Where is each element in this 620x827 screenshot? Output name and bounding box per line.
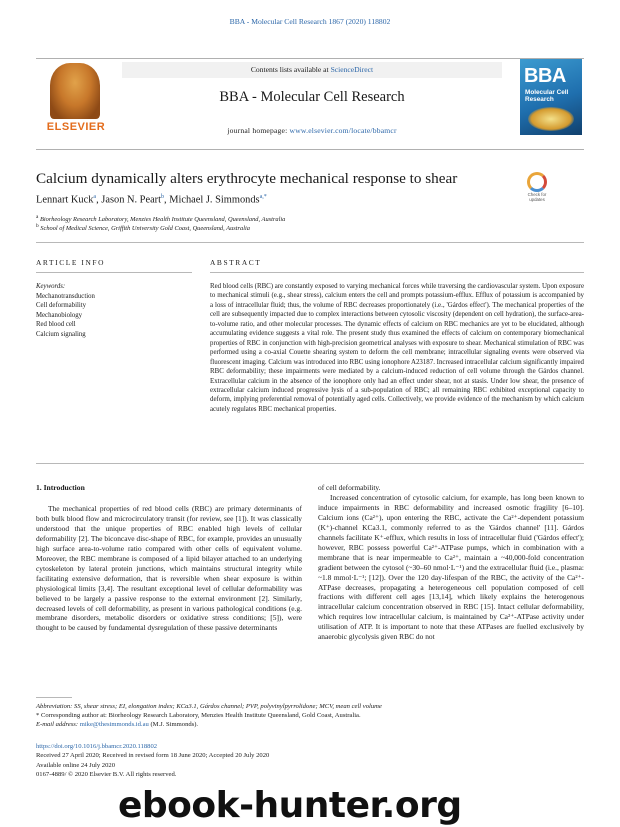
divider (36, 242, 584, 243)
author-affil-mark[interactable]: a,* (259, 194, 267, 200)
body-column-right (318, 483, 584, 642)
author-affil-mark[interactable]: a (93, 194, 97, 200)
cover-subtitle: Molecular Cell Research (525, 89, 569, 103)
affiliation-mark: b (36, 223, 39, 229)
abbreviation-note: Abbreviation: SS, shear stress; EI, elongation index; KCa3.1, Gárdos channel; PVP, polyvinylpyrrolidone; MCV, mean cell volume (36, 703, 382, 710)
abstract-heading: ABSTRACT (210, 258, 262, 267)
divider (210, 272, 584, 273)
author-affil-mark[interactable]: b (161, 194, 165, 200)
watermark-overlay: ebook-hunter.org (118, 785, 462, 826)
doi-link[interactable]: https://doi.org/10.1016/j.bbamcr.2020.118802 (36, 743, 158, 750)
section-heading-introduction: 1. Introduction (36, 483, 85, 492)
journal-citation[interactable]: BBA - Molecular Cell Research 1867 (2020) 118802 (229, 17, 391, 26)
email-label: E-mail address: (36, 721, 80, 728)
keyword: Red blood cell (36, 321, 76, 328)
check-updates-icon (527, 172, 547, 192)
elsevier-wordmark: ELSEVIER (46, 121, 106, 133)
journal-homepage (122, 126, 502, 135)
affiliation-text: School of Medical Science, Griffith University Gold Coast, Queensland, Australia (40, 225, 250, 233)
cover-title: BBA (524, 65, 566, 87)
body-paragraph: The mechanical properties of red blood cells (RBC) are primary determinants of both bulk blood flow and microcirculatory transit (for review, see [1]). It was classically understood that the unique properties of RBC enabled high levels of cellular deformability [2]. The biconcave disc-shape of RBC, for example, provides an unusually high surface area-to-volume ratio compared with other cells of equivalent volume. Moreover, the RBC membrane is composed of a lipid bilayer attached to an underlying cytoskeleton by lateral protein junctions, which maintains structural integrity while facilitating extensive deformation, that is reversible when shear exposure is within physiological limits [3,4]. The resultant exceptional level of cellular deformability was believed to be largely a passive response to the external environment [2]. Similarly, decreased levels of cell deformability, as present in various pathological conditions (e.g. membrane disorders, metabolic disorders or oxidative stress conditions; [5]), were thought to be caused by fundamental dysregulation of these passive determinants (36, 504, 302, 633)
author-name[interactable]: Jason N. Peart (101, 194, 162, 206)
elsevier-tree-icon (50, 63, 100, 119)
publication-info (36, 742, 336, 780)
footnotes (36, 702, 584, 729)
divider (36, 463, 584, 464)
affiliation (36, 223, 250, 232)
keyword: Mechanotransduction (36, 292, 95, 300)
footnote-divider (36, 697, 72, 698)
affiliation-mark: a (36, 214, 39, 220)
body-column-left (36, 504, 302, 633)
keyword: Cell deformability (36, 302, 87, 309)
email-suffix: (M.J. Simmonds). (148, 721, 199, 728)
author-name[interactable]: Lennart Kuck (36, 194, 94, 206)
affiliation-text: Biorheology Research Laboratory, Menzies Health Institute Queensland, Queensland, Australia (39, 216, 286, 224)
contents-prefix: Contents lists available at (250, 65, 331, 74)
email-link[interactable]: mike@thesimmonds.id.au (79, 721, 149, 728)
check-updates-label: Check for updates (527, 192, 547, 202)
article-info-heading: ARTICLE INFO (36, 258, 106, 267)
body-paragraph: of cell deformability. (318, 483, 381, 492)
abstract-text: Red blood cells (RBC) are constantly exposed to varying mechanical forces while traversing the cardiovascular system. Upon exposure to mechanical stimuli (e.g., shear stress), calcium enters the cell and prompts potassium-efflux. Efflux of potassium is accompanied by a loss of intracellular fluid; thus, the volume of RBC decreases proportionately (i.e., 'Gárdos effect'). The mechanical properties of the cell are subsequently impacted due to complex interactions between cytosolic viscosity (dependent on cell hydration), the surface-area-to-volume ratio, and other molecular processes. The dynamic effects of calcium on RBC mechanics are yet to be elucidated, although accumulating evidence suggests a vital role. The present study thus examined the effects of calcium on contemporary biomechanical properties of RBC in conjunction with high-precision geometrical analyses with exposure to shear. Mechanical stimulation of RBC was performed using a co-axial Couette shearing system to deform the cell membrane; intracellular signaling events were observed via fluorescent imaging. Calcium was introduced into RBC using ionophore A23187. Increased intracellular calcium significantly impaired RBC deformability; these impairments were mediated by a calcium-induced reduction of cell volume through the Gárdos channel. Extracellular calcium in the absence of the ionophore only had an effect under shear, not at stasis. Under low shear, the presence of extracellular calcium induced progressive lysis of a sub-population of RBC; all remaining RBC exhibited exceptional capacity to deform, implying preferential removal of potentially aged cells. Collectively, we provide evidence of the mechanism by which calcium acutely regulates RBC mechanical properties. (210, 283, 584, 413)
author-list: Lennart Kuck$^a$, Jason N. Peart$^b$, Michael J. Simmonds$^{a,*}$ (36, 194, 267, 206)
check-for-updates-badge[interactable] (523, 172, 551, 202)
received-dates: Received 27 April 2020; Received in revised form 18 June 2020; Accepted 20 July 2020 (36, 752, 270, 760)
keywords-label: Keywords: (36, 283, 66, 290)
journal-header (36, 58, 584, 150)
corresponding-author-note: * Corresponding author at: Biorheology Research Laboratory, Menzies Health Institute Queensland, Gold Coast, Australia. (36, 712, 361, 719)
available-online: Available online 24 July 2020 (36, 761, 115, 769)
journal-title: BBA - Molecular Cell Research (219, 89, 405, 105)
homepage-link[interactable]: www.elsevier.com/locate/bbamcr (289, 126, 397, 135)
divider (36, 272, 192, 273)
cover-art (528, 107, 574, 131)
affiliation (36, 214, 285, 223)
keyword: Mechanobiology (36, 311, 83, 319)
homepage-prefix: journal homepage: (227, 126, 290, 135)
elsevier-logo[interactable] (36, 61, 114, 135)
email-note (36, 720, 584, 729)
keyword: Calcium signaling (36, 330, 86, 338)
keywords-block (36, 282, 186, 339)
sciencedirect-link[interactable]: ScienceDirect (330, 65, 374, 74)
journal-cover-image[interactable] (520, 59, 582, 135)
body-paragraph: Increased concentration of cytosolic calcium, for example, has long been known to induce impairments in RBC deformability and increased osmotic fragility [6–10]. Calcium ions (Ca²⁺), upon entering the RBC, activate the Ca²⁺-dependent potassium (K⁺)-channel KCa3.1, commonly referred to as the 'Gárdos channel' [11]. Gárdos channels facilitate K⁺-efflux, which results in loss of intracellular fluid ('Gárdos effect'); however, RBC possess powerful Ca²⁺-ATPase pumps, which in combination with a membrane that is near impermeable to Ca²⁺, maintain a ~40,000-fold concentration gradient between the cytosol (~30–60 nmol·L⁻¹) and the extracellular fluid (i.e., plasma: ~1.8 mmol·L⁻¹; [12]). Over the 120 day-lifespan of the RBC, the activity of the Ca²⁺-ATPase decreases, propagating a heterogeneous cell population composed of cell fractions with different cell ages [13,14], which likely explains the heterogenous intracellular calcium concentration observed in RBC [15]. Intact cellular deformability, which requires low intracellular calcium, is maintained by Ca²⁺-ATPase activity under utilisation of ATP. It is important to note that these ATPases are fuelled exclusively by anaerobic glycolysis given RBC do not (318, 492, 584, 642)
copyright: 0167-4889/ © 2020 Elsevier B.V. All rights reserved. (36, 771, 177, 779)
author-name[interactable]: Michael J. Simmonds (169, 194, 260, 206)
article-title: Calcium dynamically alters erythrocyte mechanical response to shear (36, 170, 458, 187)
contents-band (122, 62, 502, 78)
